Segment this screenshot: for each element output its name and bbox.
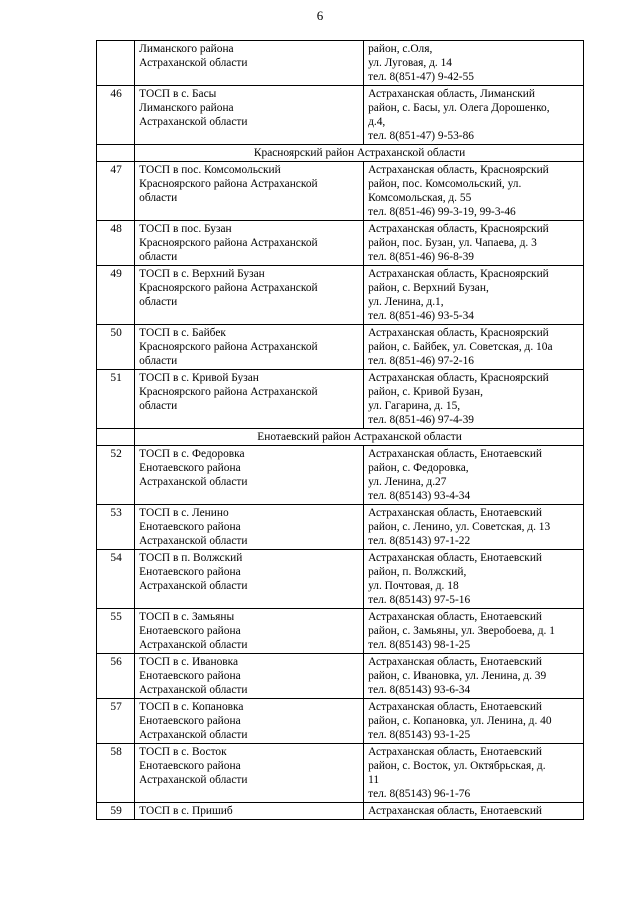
office-name-line: Астраханской области [139, 476, 248, 488]
office-name-line: ТОСП в с. Копановка [139, 701, 244, 713]
office-name-line: Красноярского района Астраханской [139, 178, 318, 190]
office-name-line: области [139, 192, 178, 204]
office-name-line: ТОСП в с. Замьяны [139, 611, 235, 623]
address-line: тел. 8(85143) 97-5-16 [368, 594, 471, 606]
table-row [97, 41, 584, 86]
address-line: тел. 8(85143) 97-1-22 [368, 535, 471, 547]
table-row [97, 221, 584, 266]
office-name-cell [135, 609, 364, 654]
address-line: Астраханская область, Енотаевский [368, 507, 543, 519]
address-line: Астраханская область, Красноярский [368, 327, 549, 339]
table-row [97, 505, 584, 550]
row-number: 49 [97, 266, 135, 325]
office-name-cell [135, 266, 364, 325]
office-name-line: Енотаевского района [139, 670, 241, 682]
office-name-line: ТОСП в п. Волжский [139, 552, 243, 564]
office-name-line: ТОСП в с. Федоровка [139, 448, 245, 460]
office-name-line: ТОСП в с. Басы [139, 88, 217, 100]
address-line: Астраханская область, Енотаевский [368, 552, 543, 564]
address-line: район, с. Ивановка, ул. Ленина, д. 39 [368, 670, 547, 682]
address-line: Астраханская область, Енотаевский [368, 805, 543, 817]
table-row [97, 446, 584, 505]
row-number: 47 [97, 162, 135, 221]
office-name-line: области [139, 296, 178, 308]
address-line: район, с. Ленино, ул. Советская, д. 13 [368, 521, 551, 533]
section-title: Красноярский район Астраханской области [135, 145, 584, 162]
address-line: тел. 8(85143) 93-4-34 [368, 490, 471, 502]
address-line: ул. Почтовая, д. 18 [368, 580, 459, 592]
address-line: тел. 8(851-46) 93-5-34 [368, 310, 474, 322]
office-name-line: ТОСП в с. Восток [139, 746, 227, 758]
office-name-line: Астраханской области [139, 535, 248, 547]
office-name-cell [135, 803, 364, 820]
address-cell [364, 505, 584, 550]
row-number: 48 [97, 221, 135, 266]
office-name-line: Енотаевского района [139, 521, 241, 533]
office-name-cell [135, 221, 364, 266]
registry-table [96, 40, 584, 820]
office-name-line: Лиманского района [139, 43, 234, 55]
office-name-line: Астраханской области [139, 774, 248, 786]
section-number-cell [97, 145, 135, 162]
table-row [97, 654, 584, 699]
office-name-line: области [139, 251, 178, 263]
table-row [97, 162, 584, 221]
address-line: тел. 8(851-46) 97-4-39 [368, 414, 474, 426]
address-line: Астраханская область, Енотаевский [368, 746, 543, 758]
address-line: ул. Ленина, д.27 [368, 476, 447, 488]
office-name-line: Енотаевского района [139, 462, 241, 474]
office-name-cell [135, 550, 364, 609]
table-row [97, 744, 584, 803]
address-line: тел. 8(85143) 93-6-34 [368, 684, 471, 696]
address-line: район, с. Федоровка, [368, 462, 469, 474]
address-line: район, с. Байбек, ул. Советская, д. 10а [368, 341, 553, 353]
office-name-line: Енотаевского района [139, 760, 241, 772]
address-cell [364, 162, 584, 221]
row-number: 57 [97, 699, 135, 744]
address-line: Астраханская область, Лиманский [368, 88, 535, 100]
office-name-line: Астраханской области [139, 57, 248, 69]
address-line: тел. 8(851-46) 96-8-39 [368, 251, 474, 263]
address-line: район, пос. Бузан, ул. Чапаева, д. 3 [368, 237, 537, 249]
office-name-line: ТОСП в пос. Бузан [139, 223, 232, 235]
row-number: 55 [97, 609, 135, 654]
office-name-line: ТОСП в с. Пришиб [139, 805, 233, 817]
office-name-line: Красноярского района Астраханской [139, 282, 318, 294]
section-number-cell [97, 429, 135, 446]
table-row [97, 803, 584, 820]
office-name-cell [135, 446, 364, 505]
row-number: 46 [97, 86, 135, 145]
section-title: Енотаевский район Астраханской области [135, 429, 584, 446]
address-line: район, пос. Комсомольский, ул. [368, 178, 522, 190]
address-line: район, с. Замьяны, ул. Зверобоева, д. 1 [368, 625, 555, 637]
table-row [97, 266, 584, 325]
office-name-line: Енотаевского района [139, 566, 241, 578]
address-line: Астраханская область, Красноярский [368, 372, 549, 384]
row-number: 50 [97, 325, 135, 370]
address-cell [364, 446, 584, 505]
address-cell [364, 550, 584, 609]
address-line: тел. 8(85143) 93-1-25 [368, 729, 471, 741]
address-line: Астраханская область, Енотаевский [368, 611, 543, 623]
section-header-row [97, 145, 584, 162]
office-name-line: Астраханской области [139, 729, 248, 741]
office-name-line: области [139, 400, 178, 412]
office-name-line: ТОСП в пос. Комсомольский [139, 164, 281, 176]
address-line: тел. 8(851-47) 9-53-86 [368, 130, 474, 142]
row-number [97, 41, 135, 86]
address-line: тел. 8(85143) 98-1-25 [368, 639, 471, 651]
office-name-line: Красноярского района Астраханской [139, 386, 318, 398]
row-number: 52 [97, 446, 135, 505]
office-name-cell [135, 86, 364, 145]
office-name-line: Астраханской области [139, 580, 248, 592]
address-line: район, с. Басы, ул. Олега Дорошенко, [368, 102, 550, 114]
address-cell [364, 370, 584, 429]
address-line: 11 [368, 774, 380, 786]
address-line: тел. 8(851-47) 9-42-55 [368, 71, 474, 83]
table-row [97, 325, 584, 370]
table-row [97, 86, 584, 145]
address-cell [364, 266, 584, 325]
address-line: тел. 8(851-46) 97-2-16 [368, 355, 474, 367]
address-line: район, п. Волжский, [368, 566, 467, 578]
office-name-cell [135, 505, 364, 550]
address-line: Астраханская область, Енотаевский [368, 448, 543, 460]
office-name-line: области [139, 355, 178, 367]
address-line: Комсомольская, д. 55 [368, 192, 472, 204]
row-number: 59 [97, 803, 135, 820]
address-line: Астраханская область, Красноярский [368, 164, 549, 176]
row-number: 58 [97, 744, 135, 803]
office-name-line: ТОСП в с. Кривой Бузан [139, 372, 259, 384]
address-cell [364, 803, 584, 820]
address-line: ул. Гагарина, д. 15, [368, 400, 461, 412]
address-line: тел. 8(851-46) 99-3-19, 99-3-46 [368, 206, 516, 218]
office-name-cell [135, 654, 364, 699]
row-number: 56 [97, 654, 135, 699]
address-line: тел. 8(85143) 96-1-76 [368, 788, 471, 800]
office-name-line: ТОСП в с. Верхний Бузан [139, 268, 265, 280]
address-line: ул. Ленина, д.1, [368, 296, 444, 308]
office-name-line: Енотаевского района [139, 715, 241, 727]
table-row [97, 370, 584, 429]
address-line: Астраханская область, Енотаевский [368, 656, 543, 668]
address-cell [364, 699, 584, 744]
address-line: район, с. Копановка, ул. Ленина, д. 40 [368, 715, 552, 727]
row-number: 53 [97, 505, 135, 550]
office-name-cell [135, 325, 364, 370]
address-cell [364, 86, 584, 145]
office-name-line: ТОСП в с. Ивановка [139, 656, 239, 668]
office-name-line: Лиманского района [139, 102, 234, 114]
address-line: район, с. Верхний Бузан, [368, 282, 489, 294]
office-name-line: Красноярского района Астраханской [139, 237, 318, 249]
table-row [97, 609, 584, 654]
row-number: 54 [97, 550, 135, 609]
office-name-line: Астраханской области [139, 639, 248, 651]
page-number: 6 [316, 8, 324, 23]
address-line: Астраханская область, Красноярский [368, 223, 549, 235]
office-name-line: Астраханской области [139, 116, 248, 128]
office-name-line: ТОСП в с. Ленино [139, 507, 229, 519]
address-cell [364, 744, 584, 803]
address-line: район, с.Оля, [368, 43, 433, 55]
address-line: Астраханская область, Енотаевский [368, 701, 543, 713]
address-cell [364, 654, 584, 699]
address-line: Астраханская область, Красноярский [368, 268, 549, 280]
address-cell [364, 609, 584, 654]
section-header-row [97, 429, 584, 446]
address-cell [364, 221, 584, 266]
table-row [97, 550, 584, 609]
table-row [97, 699, 584, 744]
address-line: район, с. Восток, ул. Октябрьская, д. [368, 760, 546, 772]
office-name-cell [135, 370, 364, 429]
address-cell [364, 325, 584, 370]
office-name-cell [135, 41, 364, 86]
office-name-line: Красноярского района Астраханской [139, 341, 318, 353]
office-name-line: Енотаевского района [139, 625, 241, 637]
address-line: ул. Луговая, д. 14 [368, 57, 452, 69]
address-cell [364, 41, 584, 86]
office-name-cell [135, 162, 364, 221]
office-name-cell [135, 699, 364, 744]
address-line: д.4, [368, 116, 386, 128]
office-name-cell [135, 744, 364, 803]
office-name-line: ТОСП в с. Байбек [139, 327, 226, 339]
row-number: 51 [97, 370, 135, 429]
address-line: район, с. Кривой Бузан, [368, 386, 483, 398]
office-name-line: Астраханской области [139, 684, 248, 696]
